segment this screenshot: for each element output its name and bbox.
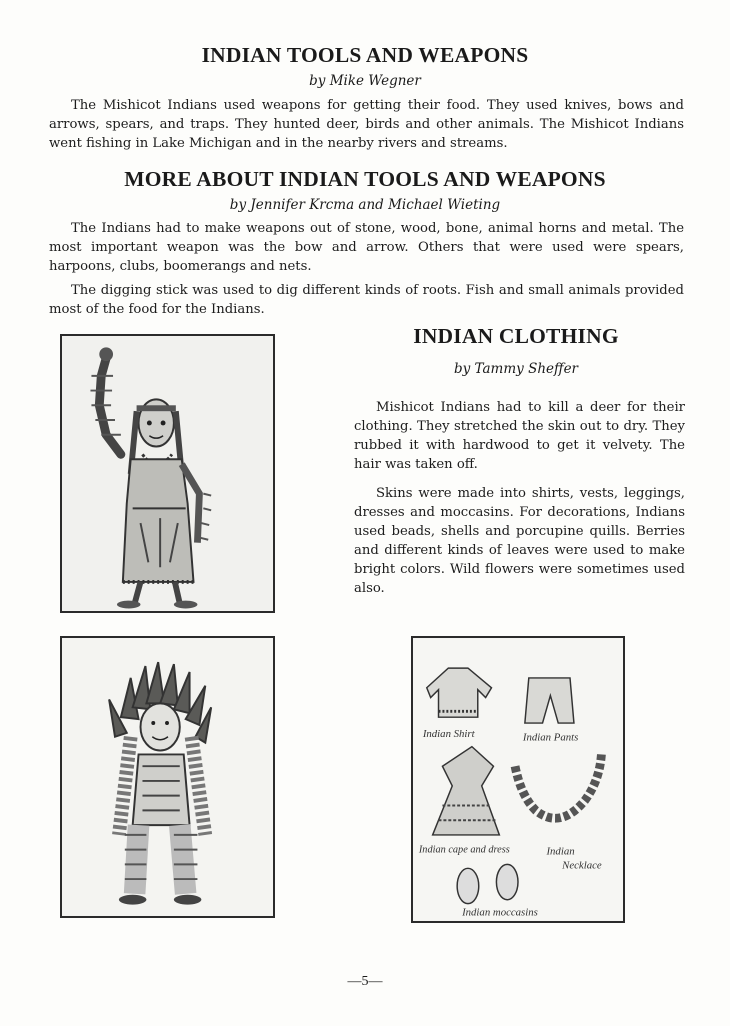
label-indian-pants: Indian Pants bbox=[522, 731, 579, 744]
indian-chief-illustration bbox=[62, 638, 273, 916]
drawing-indian-clothing-items bbox=[411, 636, 625, 923]
page-number: —5— bbox=[347, 974, 383, 989]
label-indian-necklace-1: Indian bbox=[546, 845, 575, 858]
drawing-indian-woman bbox=[60, 334, 275, 613]
paragraph-deer-skin: Mishicot Indians had to kill a deer for their clothing. They stretched the skin out to dry. They rubbed it with hardwood to get it velvety. The hair was taken off. bbox=[354, 400, 685, 472]
title-tools-weapons: INDIAN TOOLS AND WEAPONS bbox=[201, 43, 529, 67]
paragraph-materials: The Indians had to make weapons out of stone, wood, bone, animal horns and metal. The most important weapon was the bow and arrow. Others that were used were spears, harpoons, clubs, boomerangs and nets. bbox=[49, 221, 684, 274]
label-indian-shirt: Indian Shirt bbox=[422, 727, 475, 740]
title-indian-clothing: INDIAN CLOTHING bbox=[413, 324, 619, 348]
byline-tammy-sheffer: by Tammy Sheffer bbox=[453, 361, 579, 377]
label-indian-necklace-2: Necklace bbox=[562, 859, 602, 872]
label-indian-moccasins: Indian moccasins bbox=[462, 906, 538, 919]
byline-mike-wegner: by Mike Wegner bbox=[309, 73, 421, 89]
drawing-indian-chief bbox=[60, 636, 275, 918]
paragraph-digging-stick: The digging stick was used to dig different kinds of roots. Fish and small animals provided most of the food for the Indians. bbox=[49, 283, 684, 317]
paragraph-tools-weapons: The Mishicot Indians used weapons for getting their food. They used knives, bows and arrows, spears, and traps. They hunted deer, birds and other animals. The Mishicot Indians went fishing in Lake Michigan and in the nearby rivers and streams. bbox=[49, 98, 684, 151]
indian-woman-illustration bbox=[62, 336, 273, 611]
clothing-items-illustration bbox=[413, 638, 623, 921]
title-more-tools-weapons: MORE ABOUT INDIAN TOOLS AND WEAPONS bbox=[124, 167, 606, 191]
paragraph-skins-decorations: Skins were made into shirts, vests, leggings, dresses and moccasins. For decorations, Indians used beads, shells and porcupine quills. Berries and different kinds of leaves were used to make bright colors. Wild flowers were sometimes used also. bbox=[354, 486, 685, 596]
byline-krcma-wieting: by Jennifer Krcma and Michael Wieting bbox=[229, 197, 501, 213]
label-indian-cape: Indian cape and dress bbox=[418, 844, 510, 856]
